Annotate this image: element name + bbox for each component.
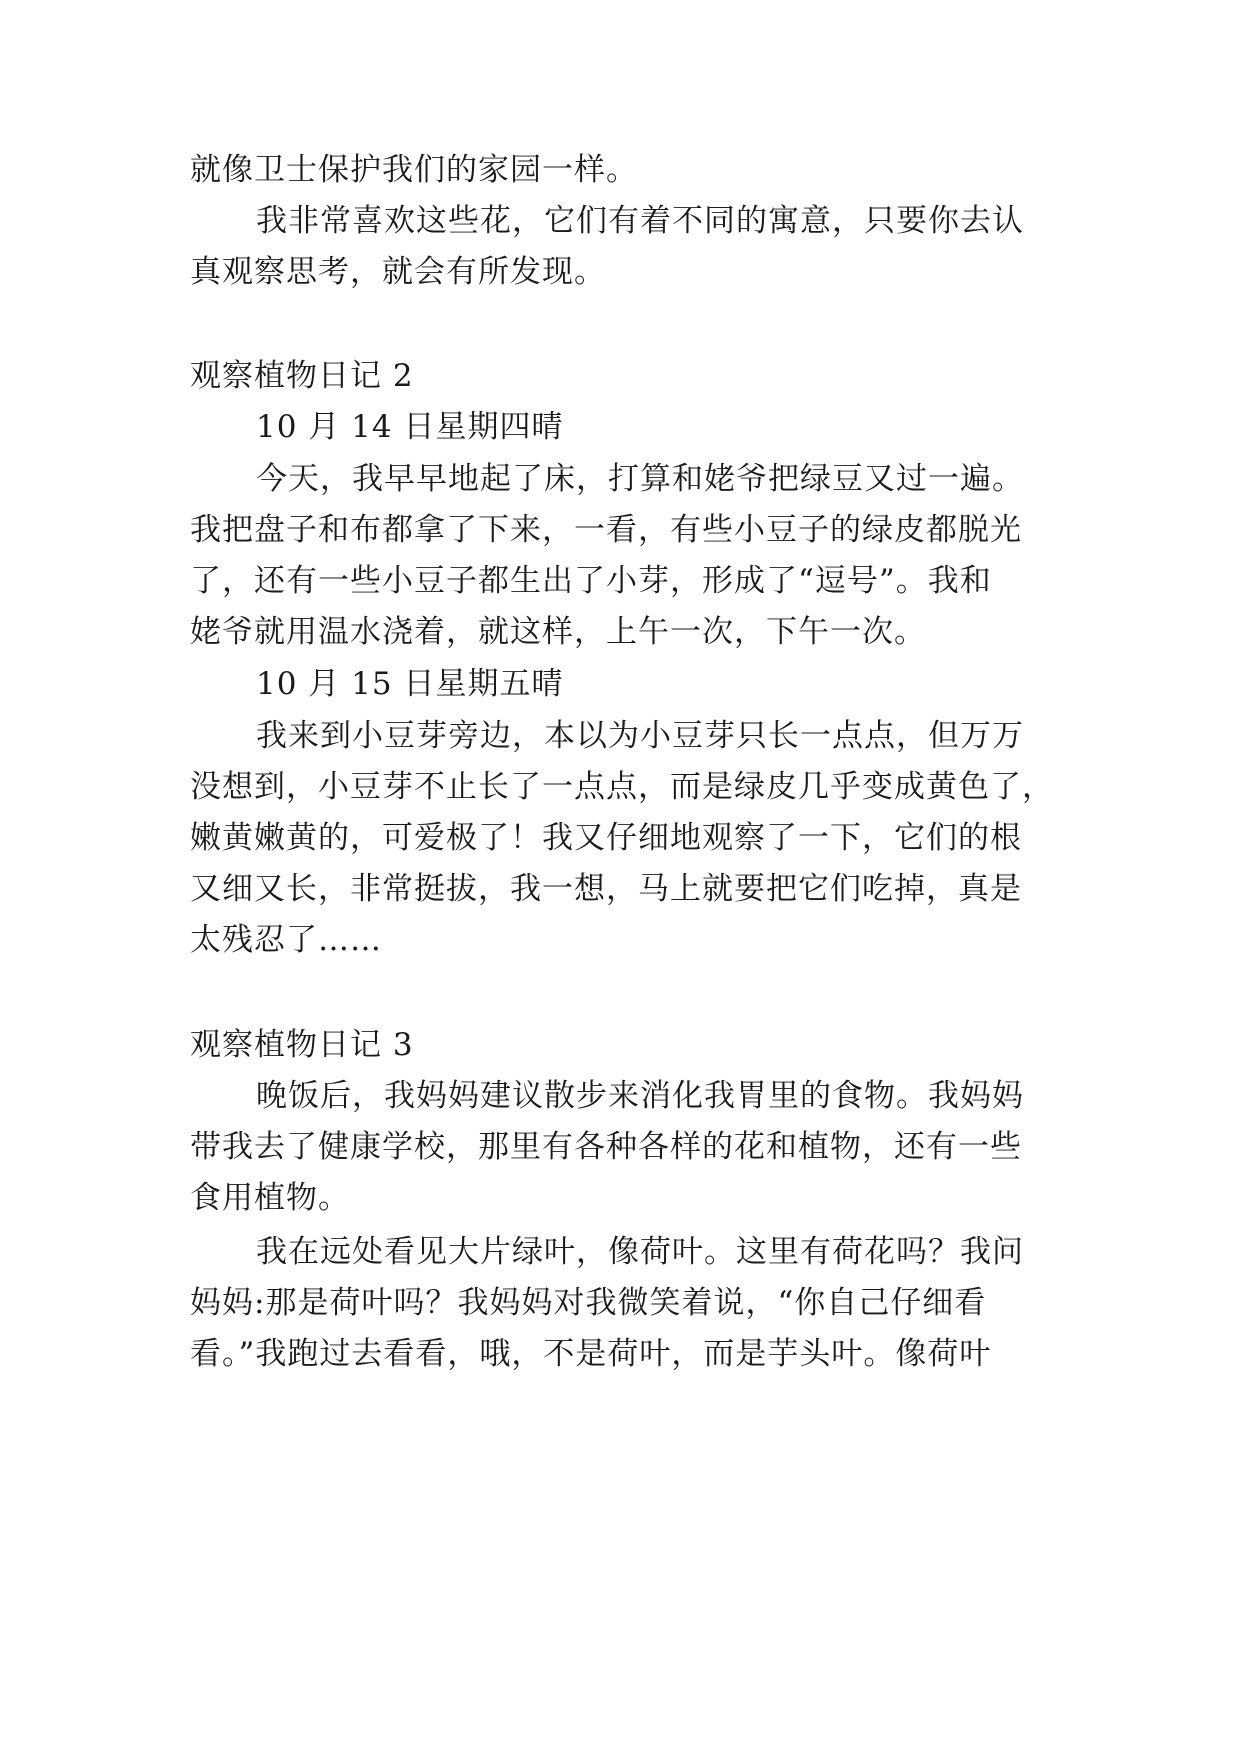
section-heading: 观察植物日记 2 <box>190 358 414 394</box>
paragraph-line: 了，还有一些小豆子都生出了小芽，形成了“逗号”。我和 <box>190 563 992 599</box>
paragraph-line: 姥爷就用温水浇着，就这样，上午一次，下午一次。 <box>190 614 926 650</box>
paragraph-line: 我来到小豆芽旁边，本以为小豆芽只长一点点，但万万 <box>256 718 1024 754</box>
paragraph-line: 我把盘子和布都拿了下来，一看，有些小豆子的绿皮都脱光 <box>190 512 1022 548</box>
paragraph-line: 晚饭后，我妈妈建议散步来消化我胃里的食物。我妈妈 <box>256 1078 1024 1114</box>
paragraph-line: 我非常喜欢这些花，它们有着不同的寓意，只要你去认 <box>256 203 1024 239</box>
paragraph-line: 我在远处看见大片绿叶，像荷叶。这里有荷花吗？我问 <box>256 1234 1024 1270</box>
date-line: 10 月 14 日星期四晴 <box>256 409 564 445</box>
section-heading: 观察植物日记 3 <box>190 1027 414 1063</box>
paragraph-line: 食用植物。 <box>190 1180 350 1216</box>
paragraph-line: 带我去了健康学校，那里有各种各样的花和植物，还有一些 <box>190 1129 1022 1165</box>
paragraph-line: 看。”我跑过去看看，哦，不是荷叶，而是芋头叶。像荷叶 <box>190 1336 992 1372</box>
paragraph-line: 没想到，小豆芽不止长了一点点，而是绿皮几乎变成黄色了， <box>190 769 1054 805</box>
paragraph-line: 嫩黄嫩黄的，可爱极了！我又仔细地观察了一下，它们的根 <box>190 820 1022 856</box>
date-line: 10 月 15 日星期五晴 <box>256 666 564 702</box>
paragraph-line: 就像卫士保护我们的家园一样。 <box>190 152 638 188</box>
paragraph-line: 今天，我早早地起了床，打算和姥爷把绿豆又过一遍。 <box>256 461 1024 497</box>
paragraph-line: 真观察思考，就会有所发现。 <box>190 254 606 290</box>
paragraph-line: 又细又长，非常挺拔，我一想，马上就要把它们吃掉，真是 <box>190 871 1022 907</box>
paragraph-line: 妈妈:那是荷叶吗？我妈妈对我微笑着说，“你自己仔细看 <box>190 1285 987 1321</box>
paragraph-line: 太残忍了…… <box>190 922 382 958</box>
